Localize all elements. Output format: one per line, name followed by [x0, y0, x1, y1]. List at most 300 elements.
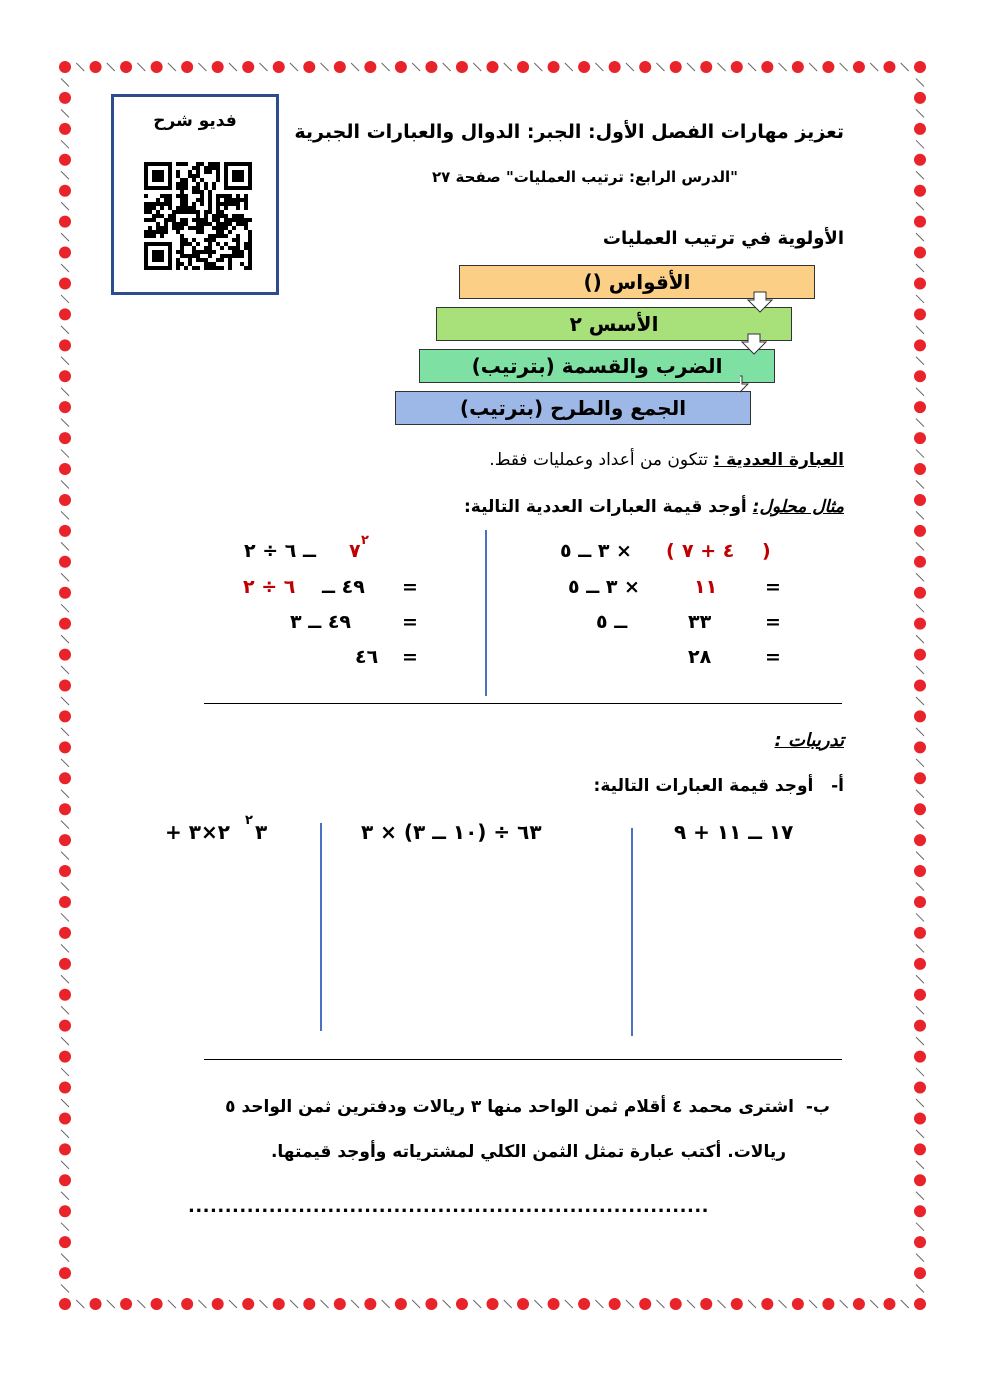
border-dot [914, 710, 926, 722]
border-dot [914, 1205, 926, 1217]
border-dot [914, 680, 926, 692]
border-dash [137, 63, 145, 71]
border-dash [61, 326, 69, 334]
border-dot [914, 432, 926, 444]
border-dot [151, 1298, 163, 1310]
border-dot [761, 61, 773, 73]
border-dash [870, 1300, 878, 1308]
border-dot [914, 741, 926, 753]
border-dash [916, 542, 924, 550]
border-dash [748, 1300, 756, 1308]
border-dot [303, 1298, 315, 1310]
border-dash [61, 883, 69, 891]
border-dash [916, 728, 924, 736]
border-dot [548, 61, 560, 73]
border-dot [59, 556, 71, 568]
border-dash [61, 202, 69, 210]
border-dash [504, 1300, 512, 1308]
border-dash [916, 1161, 924, 1169]
border-dash [916, 697, 924, 705]
border-dot [792, 61, 804, 73]
border-dash [916, 821, 924, 829]
border-dash [259, 63, 267, 71]
border-dot [914, 1082, 926, 1094]
border-dot [334, 1298, 346, 1310]
border-dash [916, 944, 924, 952]
border-dot [273, 1298, 285, 1310]
border-dash [61, 975, 69, 983]
border-dot [456, 61, 468, 73]
border-dot [914, 216, 926, 228]
border-dash [443, 1300, 451, 1308]
border-dash [61, 140, 69, 148]
border-dot [914, 525, 926, 537]
border-dash [61, 913, 69, 921]
part-b-text-2: ريالات. أكتب عبارة تمثل الثمن الكلي لمشترياته وأوجد قيمتها. [270, 1142, 786, 1162]
border-dash [351, 1300, 359, 1308]
border-dash [473, 63, 481, 71]
border-dot [151, 61, 163, 73]
border-dot [59, 958, 71, 970]
border-dash [61, 1254, 69, 1262]
border-dot [59, 463, 71, 475]
border-dot [395, 1298, 407, 1310]
border-dash [61, 264, 69, 272]
border-dot [59, 680, 71, 692]
border-dash [916, 480, 924, 488]
ex-l1-base: ٧ [349, 540, 361, 562]
border-dot [59, 1020, 71, 1032]
step-add-subtract-label: الجمع والطرح (بترتيب) [459, 396, 687, 420]
border-dot [59, 123, 71, 135]
ex-r3-a: ٣٣ [688, 611, 712, 633]
border-dash [916, 635, 924, 643]
border-dash [916, 883, 924, 891]
exercises-heading: تدريبات : [774, 730, 844, 751]
border-dash [656, 1300, 664, 1308]
border-dot [425, 1298, 437, 1310]
border-dot [914, 958, 926, 970]
border-dot [517, 1298, 529, 1310]
border-dash [168, 1300, 176, 1308]
border-dot [914, 1267, 926, 1279]
border-dash [61, 233, 69, 241]
border-dot [59, 865, 71, 877]
border-dash [290, 63, 298, 71]
down-arrows-icon [740, 290, 780, 420]
border-dash [916, 1037, 924, 1045]
border-dash [595, 1300, 603, 1308]
border-dot [609, 61, 621, 73]
border-dot [914, 1174, 926, 1186]
border-dash [198, 1300, 206, 1308]
border-dash [107, 1300, 115, 1308]
border-dash [916, 604, 924, 612]
border-dash [61, 450, 69, 458]
border-dash [916, 357, 924, 365]
border-dot [731, 1298, 743, 1310]
border-dot [914, 308, 926, 320]
ex-r2-rest: × ٣ ــ ٥ [568, 576, 640, 598]
border-dot [914, 556, 926, 568]
ex-r2-red: ١١ [694, 576, 718, 598]
border-dash [916, 295, 924, 303]
border-dash [504, 63, 512, 71]
border-dash [61, 852, 69, 860]
ex-l2-eq: = [402, 576, 418, 598]
border-dot [914, 772, 926, 784]
step-parentheses-label: الأقواس () [583, 270, 691, 294]
definition-term: العبارة العددية : [713, 450, 844, 470]
border-dot [59, 401, 71, 413]
ex-l2-a: ٤٩ ــ [322, 576, 365, 598]
border-dot [822, 61, 834, 73]
border-dot [59, 989, 71, 1001]
border-dash [916, 511, 924, 519]
ex-l1-sup: ٢ [361, 533, 369, 548]
border-dot [59, 896, 71, 908]
border-dash [916, 1068, 924, 1076]
border-dot [59, 741, 71, 753]
border-dash [76, 63, 84, 71]
border-dash [61, 419, 69, 427]
border-dot [334, 61, 346, 73]
border-dash [916, 202, 924, 210]
border-dash [901, 63, 909, 71]
border-dot [883, 1298, 895, 1310]
border-dash [168, 63, 176, 71]
border-dash [321, 1300, 329, 1308]
border-dot [914, 277, 926, 289]
border-dash [61, 542, 69, 550]
exercise-expr-1: ١٧ ــ ١١ + ٩ [674, 820, 794, 844]
ex-l4-a: ٤٦ [355, 646, 379, 668]
border-dot [59, 154, 71, 166]
border-dash [916, 1192, 924, 1200]
border-dot [914, 339, 926, 351]
border-dash [61, 1223, 69, 1231]
border-dash [290, 1300, 298, 1308]
border-dash [473, 1300, 481, 1308]
border-dot [548, 1298, 560, 1310]
border-dot [59, 185, 71, 197]
border-dot [242, 1298, 254, 1310]
border-dash [870, 63, 878, 71]
border-dot [914, 1020, 926, 1032]
border-dot [59, 1298, 71, 1310]
part-a-line [594, 776, 844, 796]
border-dash [916, 1006, 924, 1014]
border-dash [229, 63, 237, 71]
ex-r4-eq: = [765, 646, 781, 668]
border-dash [534, 63, 542, 71]
border-dash [61, 666, 69, 674]
border-dot [59, 1051, 71, 1063]
exercise-expr-2: ٦٣ ÷ (١٠ ــ ٣) × ٣ [361, 820, 542, 844]
part-a-marker: أ- [831, 776, 844, 796]
border-dot [853, 61, 865, 73]
border-dash [916, 1254, 924, 1262]
border-dot [700, 61, 712, 73]
border-dash [61, 78, 69, 86]
border-dot [59, 339, 71, 351]
qr-video-box[interactable] [111, 94, 279, 295]
part-b-text-1: اشترى محمد ٤ أقلام ثمن الواحد منها ٣ ريالات ودفترين ثمن الواحد ٥ [225, 1097, 795, 1117]
border-dot [914, 61, 926, 73]
ex-r1-open: ( [666, 540, 675, 562]
border-dot [59, 927, 71, 939]
border-dot [670, 1298, 682, 1310]
border-dash [916, 109, 924, 117]
border-dash [198, 63, 206, 71]
border-dash [61, 295, 69, 303]
border-dash [61, 604, 69, 612]
border-dot [59, 525, 71, 537]
ex-r1-close: ) [762, 540, 771, 562]
border-dash [916, 1130, 924, 1138]
border-dash [916, 975, 924, 983]
border-dash [916, 264, 924, 272]
border-dot [212, 1298, 224, 1310]
border-dash [61, 1285, 69, 1293]
example-divider [485, 530, 487, 696]
ex-l1-rest: ــ ٦ ÷ ٢ [244, 540, 316, 562]
border-dot [914, 92, 926, 104]
border-dot [914, 154, 926, 166]
border-dot [914, 803, 926, 815]
border-dash [412, 63, 420, 71]
border-dash [61, 1099, 69, 1107]
border-dot [59, 772, 71, 784]
border-dash [687, 63, 695, 71]
border-dash [809, 1300, 817, 1308]
border-dash [61, 1161, 69, 1169]
border-dash [626, 1300, 634, 1308]
border-dot [609, 1298, 621, 1310]
border-dash [916, 450, 924, 458]
border-dash [809, 63, 817, 71]
border-dash [382, 63, 390, 71]
border-dot [59, 370, 71, 382]
border-dash [840, 63, 848, 71]
border-dot [59, 587, 71, 599]
lesson-title: "الدرس الرابع: ترتيب العمليات" صفحة ٢٧ [432, 168, 738, 186]
border-dot [914, 989, 926, 1001]
border-dash [916, 913, 924, 921]
border-dash [718, 1300, 726, 1308]
border-dot [700, 1298, 712, 1310]
border-dot [792, 1298, 804, 1310]
border-dot [914, 1236, 926, 1248]
border-dot [914, 896, 926, 908]
step-multiply-divide-label: الضرب والقسمة (بترتيب) [471, 354, 723, 378]
border-dash [259, 1300, 267, 1308]
qr-caption: فديو شرح [153, 111, 237, 131]
separator-line-2 [204, 1059, 842, 1060]
step-exponents-label: الأسس ٢ [569, 312, 659, 336]
border-dash [382, 1300, 390, 1308]
border-dot [883, 61, 895, 73]
border-dot [59, 1112, 71, 1124]
border-dash [61, 573, 69, 581]
border-dash [61, 109, 69, 117]
border-dash [916, 388, 924, 396]
border-dot [181, 61, 193, 73]
border-dash [916, 1285, 924, 1293]
step-multiply-divide [419, 349, 775, 383]
border-dot [517, 61, 529, 73]
border-dash [687, 1300, 695, 1308]
exercise-divider-1 [631, 828, 633, 1036]
example-label: مثال محلول: [752, 497, 844, 517]
border-dot [914, 123, 926, 135]
border-dot [59, 61, 71, 73]
border-dash [61, 790, 69, 798]
border-dot [364, 61, 376, 73]
border-dash [916, 666, 924, 674]
border-dot [761, 1298, 773, 1310]
border-dot [914, 1112, 926, 1124]
border-dash [748, 63, 756, 71]
border-dash [61, 1037, 69, 1045]
border-dot [639, 61, 651, 73]
ex-r2-eq: = [765, 576, 781, 598]
border-dash [718, 63, 726, 71]
border-dot [242, 61, 254, 73]
border-dot [90, 61, 102, 73]
border-dot [578, 1298, 590, 1310]
border-dot [914, 1051, 926, 1063]
border-dash [61, 1130, 69, 1138]
border-dot [120, 1298, 132, 1310]
example-line [464, 497, 844, 517]
border-dot [914, 1298, 926, 1310]
border-dot [59, 1174, 71, 1186]
part-a-prompt: أوجد قيمة العبارات التالية: [593, 776, 814, 796]
border-dot [487, 61, 499, 73]
expr3-rest: + ٢×٣ [165, 820, 230, 844]
border-dash [779, 63, 787, 71]
border-dot [914, 1143, 926, 1155]
border-dash [107, 63, 115, 71]
border-dot [59, 834, 71, 846]
border-dash [61, 388, 69, 396]
ex-r3-eq: = [765, 611, 781, 633]
border-dash [61, 511, 69, 519]
border-dot [853, 1298, 865, 1310]
border-dot [59, 1082, 71, 1094]
qr-code-icon[interactable] [144, 162, 252, 270]
border-dot [670, 61, 682, 73]
border-dot [59, 1143, 71, 1155]
border-dot [212, 61, 224, 73]
border-dot [273, 61, 285, 73]
example-prompt: أوجد قيمة العبارات العددية التالية: [464, 497, 753, 517]
border-dot [914, 834, 926, 846]
border-dot [59, 494, 71, 506]
border-dot [303, 61, 315, 73]
border-dot [59, 92, 71, 104]
border-dot [914, 927, 926, 939]
border-dash [916, 78, 924, 86]
border-dash [916, 852, 924, 860]
definition-line [489, 450, 844, 470]
border-dot [914, 618, 926, 630]
border-dot [59, 1267, 71, 1279]
border-dot [59, 710, 71, 722]
border-dash [916, 326, 924, 334]
answer-dotted-line[interactable]: ....................................................................... [188, 1196, 709, 1217]
border-dash [61, 944, 69, 952]
exercise-divider-2 [320, 823, 322, 1031]
border-dot [90, 1298, 102, 1310]
expr3-sup: ٢ [245, 813, 253, 828]
border-dash [840, 1300, 848, 1308]
border-dash [565, 63, 573, 71]
border-dot [59, 277, 71, 289]
border-dot [364, 1298, 376, 1310]
ex-l2-red: ٦ ÷ ٢ [243, 576, 296, 598]
ex-l3-a: ٤٩ ــ ٣ [290, 611, 352, 633]
priority-heading: الأولوية في ترتيب العمليات [602, 228, 844, 249]
border-dash [61, 357, 69, 365]
border-dash [137, 1300, 145, 1308]
page-title: تعزيز مهارات الفصل الأول: الجبر: الدوال والعبارات الجبرية [294, 121, 844, 143]
part-b-line-1 [225, 1097, 830, 1117]
border-dash [61, 480, 69, 488]
border-dot [59, 432, 71, 444]
border-dash [412, 1300, 420, 1308]
border-dot [914, 649, 926, 661]
border-dot [914, 494, 926, 506]
border-dash [916, 759, 924, 767]
border-dash [534, 1300, 542, 1308]
border-dot [59, 618, 71, 630]
separator-line-1 [204, 703, 842, 704]
border-dash [61, 171, 69, 179]
part-b-marker: ب- [805, 1097, 830, 1117]
border-dot [59, 1236, 71, 1248]
border-dash [626, 63, 634, 71]
border-dot [914, 865, 926, 877]
border-dot [425, 61, 437, 73]
border-dash [351, 63, 359, 71]
border-dash [61, 697, 69, 705]
border-dash [61, 1006, 69, 1014]
border-dot [487, 1298, 499, 1310]
border-dot [822, 1298, 834, 1310]
border-dash [443, 63, 451, 71]
ex-r3-b: ــ ٥ [596, 611, 628, 633]
border-dot [914, 401, 926, 413]
ex-r1-inner: ٤ + ٧ [682, 540, 735, 562]
border-dash [61, 759, 69, 767]
border-dot [914, 370, 926, 382]
border-dash [916, 419, 924, 427]
border-dash [61, 635, 69, 643]
border-dash [61, 821, 69, 829]
definition-text: تتكون من أعداد وعمليات فقط. [489, 450, 714, 470]
border-dot [456, 1298, 468, 1310]
ex-r1-rest: × ٣ ــ ٥ [560, 540, 632, 562]
ex-l3-eq: = [402, 611, 418, 633]
border-dot [59, 216, 71, 228]
expr3-base: ٣ [255, 820, 268, 844]
border-dash [61, 728, 69, 736]
border-dot [914, 587, 926, 599]
border-dash [916, 790, 924, 798]
border-dash [76, 1300, 84, 1308]
